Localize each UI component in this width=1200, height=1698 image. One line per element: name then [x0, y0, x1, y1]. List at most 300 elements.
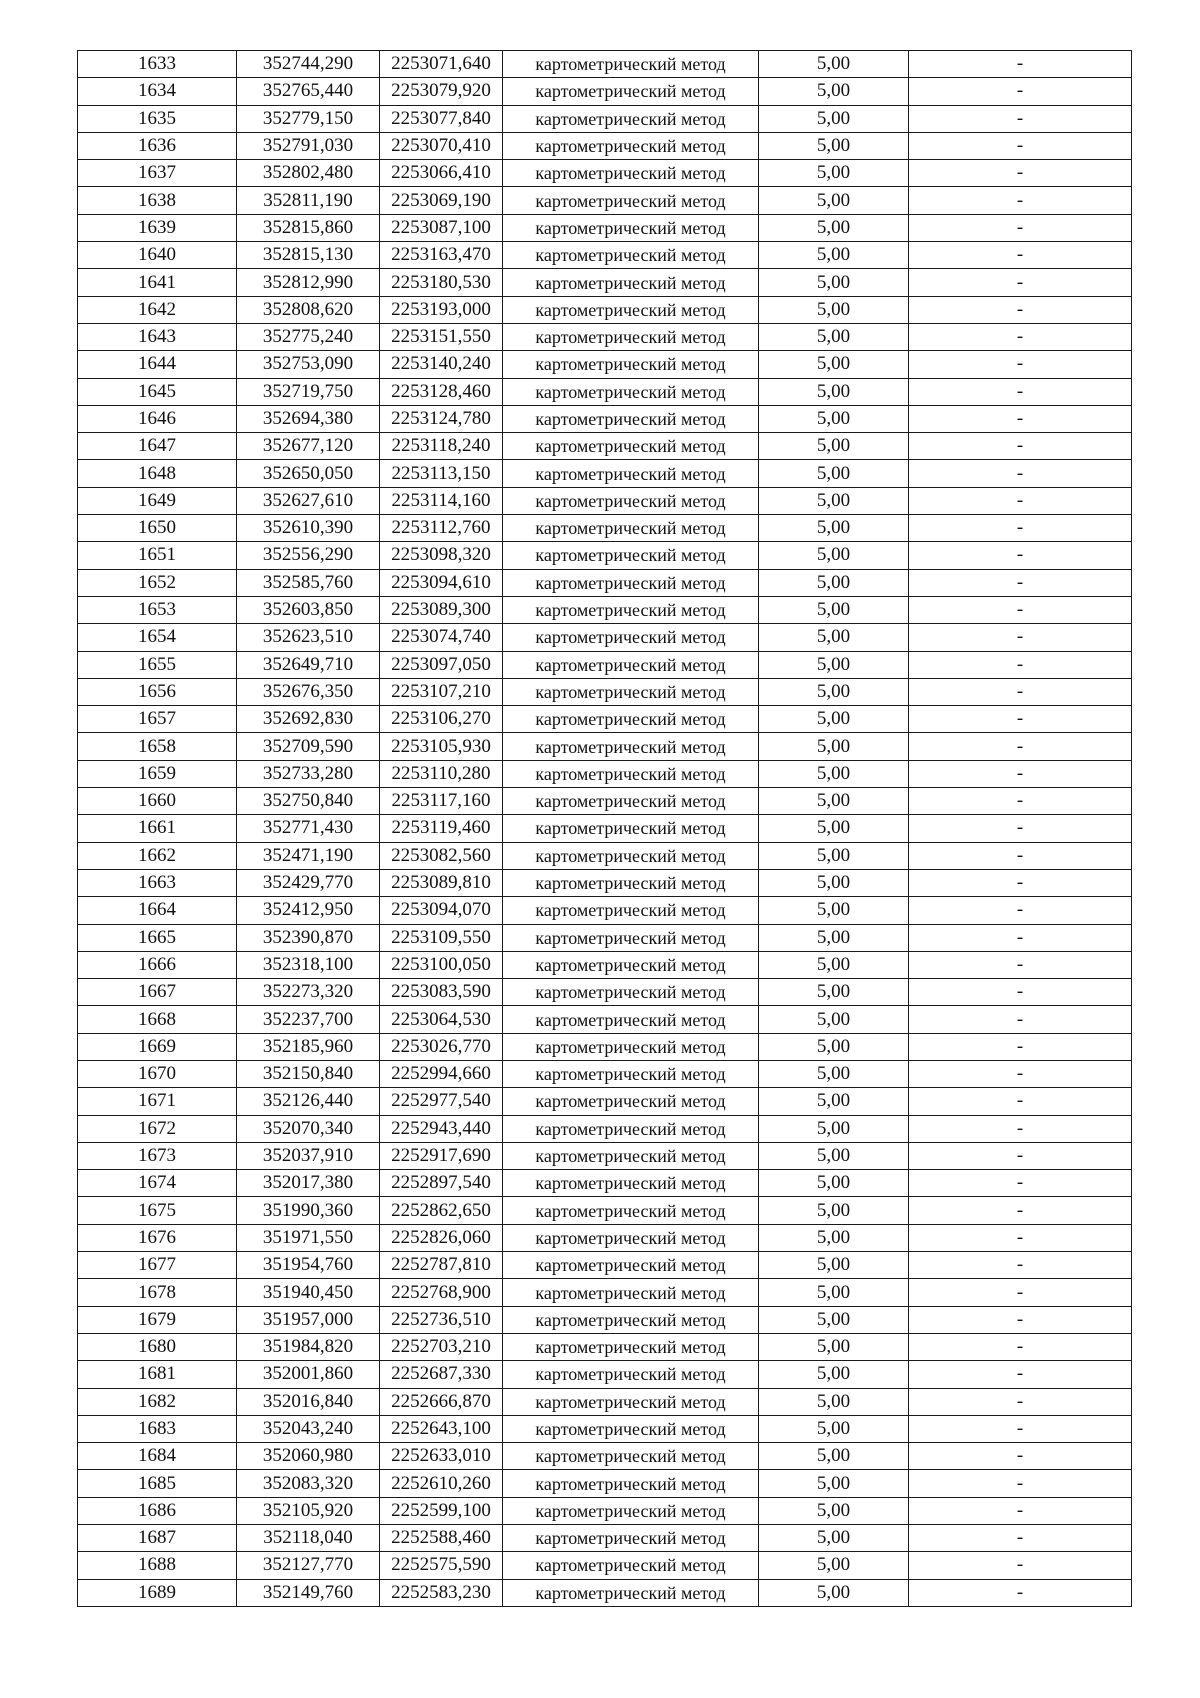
method-cell: картометрический метод — [503, 1060, 759, 1087]
accuracy-cell: 5,00 — [759, 924, 909, 951]
point-number-cell: 1674 — [78, 1170, 237, 1197]
table-row — [78, 1197, 1132, 1224]
y-coordinate-cell: 2252943,440 — [380, 1115, 503, 1142]
note-cell: - — [909, 569, 1132, 596]
x-coordinate-cell: 352719,750 — [237, 378, 380, 405]
x-coordinate-cell: 351940,450 — [237, 1279, 380, 1306]
method-cell: картометрический метод — [503, 1361, 759, 1388]
y-coordinate-cell: 2253193,000 — [380, 296, 503, 323]
point-number-cell: 1663 — [78, 869, 237, 896]
note-cell: - — [909, 1088, 1132, 1115]
table-row — [78, 487, 1132, 514]
method-cell: картометрический метод — [503, 296, 759, 323]
note-cell: - — [909, 51, 1132, 78]
note-cell: - — [909, 1115, 1132, 1142]
point-number-cell: 1669 — [78, 1033, 237, 1060]
method-cell: картометрический метод — [503, 1279, 759, 1306]
point-number-cell: 1634 — [78, 78, 237, 105]
point-number-cell: 1662 — [78, 842, 237, 869]
y-coordinate-cell: 2252687,330 — [380, 1361, 503, 1388]
accuracy-cell: 5,00 — [759, 515, 909, 542]
table-row — [78, 433, 1132, 460]
table-row — [78, 624, 1132, 651]
y-coordinate-cell: 2253106,270 — [380, 706, 503, 733]
method-cell: картометрический метод — [503, 1388, 759, 1415]
y-coordinate-cell: 2253026,770 — [380, 1033, 503, 1060]
table-row — [78, 214, 1132, 241]
y-coordinate-cell: 2252588,460 — [380, 1525, 503, 1552]
x-coordinate-cell: 352070,340 — [237, 1115, 380, 1142]
note-cell: - — [909, 842, 1132, 869]
x-coordinate-cell: 352318,100 — [237, 951, 380, 978]
point-number-cell: 1637 — [78, 160, 237, 187]
table-row — [78, 187, 1132, 214]
table-row — [78, 1060, 1132, 1087]
x-coordinate-cell: 352150,840 — [237, 1060, 380, 1087]
y-coordinate-cell: 2253094,070 — [380, 897, 503, 924]
note-cell: - — [909, 651, 1132, 678]
method-cell: картометрический метод — [503, 51, 759, 78]
note-cell: - — [909, 979, 1132, 1006]
note-cell: - — [909, 214, 1132, 241]
y-coordinate-cell: 2253094,610 — [380, 569, 503, 596]
accuracy-cell: 5,00 — [759, 296, 909, 323]
y-coordinate-cell: 2253140,240 — [380, 351, 503, 378]
point-number-cell: 1668 — [78, 1006, 237, 1033]
table-row — [78, 1006, 1132, 1033]
accuracy-cell: 5,00 — [759, 1306, 909, 1333]
method-cell: картометрический метод — [503, 132, 759, 159]
point-number-cell: 1645 — [78, 378, 237, 405]
table-row — [78, 105, 1132, 132]
y-coordinate-cell: 2253180,530 — [380, 269, 503, 296]
note-cell: - — [909, 951, 1132, 978]
y-coordinate-cell: 2252897,540 — [380, 1170, 503, 1197]
y-coordinate-cell: 2252583,230 — [380, 1579, 503, 1606]
x-coordinate-cell: 352603,850 — [237, 596, 380, 623]
table-row — [78, 1142, 1132, 1169]
accuracy-cell: 5,00 — [759, 1115, 909, 1142]
x-coordinate-cell: 352811,190 — [237, 187, 380, 214]
y-coordinate-cell: 2252862,650 — [380, 1197, 503, 1224]
x-coordinate-cell: 352649,710 — [237, 651, 380, 678]
point-number-cell: 1667 — [78, 979, 237, 1006]
table-row — [78, 1552, 1132, 1579]
x-coordinate-cell: 352237,700 — [237, 1006, 380, 1033]
method-cell: картометрический метод — [503, 160, 759, 187]
accuracy-cell: 5,00 — [759, 351, 909, 378]
method-cell: картометрический метод — [503, 760, 759, 787]
x-coordinate-cell: 352043,240 — [237, 1415, 380, 1442]
note-cell: - — [909, 596, 1132, 623]
coordinates-table — [77, 50, 1132, 1607]
x-coordinate-cell: 352709,590 — [237, 733, 380, 760]
table-row — [78, 1361, 1132, 1388]
x-coordinate-cell: 352815,860 — [237, 214, 380, 241]
note-cell: - — [909, 487, 1132, 514]
note-cell: - — [909, 1552, 1132, 1579]
x-coordinate-cell: 352815,130 — [237, 242, 380, 269]
note-cell: - — [909, 433, 1132, 460]
point-number-cell: 1635 — [78, 105, 237, 132]
method-cell: картометрический метод — [503, 1088, 759, 1115]
point-number-cell: 1664 — [78, 897, 237, 924]
table-row — [78, 1115, 1132, 1142]
point-number-cell: 1654 — [78, 624, 237, 651]
point-number-cell: 1661 — [78, 815, 237, 842]
y-coordinate-cell: 2253066,410 — [380, 160, 503, 187]
method-cell: картометрический метод — [503, 105, 759, 132]
note-cell: - — [909, 242, 1132, 269]
note-cell: - — [909, 351, 1132, 378]
point-number-cell: 1679 — [78, 1306, 237, 1333]
x-coordinate-cell: 352060,980 — [237, 1443, 380, 1470]
y-coordinate-cell: 2253083,590 — [380, 979, 503, 1006]
table-row — [78, 1579, 1132, 1606]
note-cell: - — [909, 1415, 1132, 1442]
note-cell: - — [909, 706, 1132, 733]
method-cell: картометрический метод — [503, 1170, 759, 1197]
method-cell: картометрический метод — [503, 624, 759, 651]
note-cell: - — [909, 323, 1132, 350]
table-row — [78, 924, 1132, 951]
accuracy-cell: 5,00 — [759, 460, 909, 487]
point-number-cell: 1638 — [78, 187, 237, 214]
accuracy-cell: 5,00 — [759, 1252, 909, 1279]
note-cell: - — [909, 1224, 1132, 1251]
method-cell: картометрический метод — [503, 842, 759, 869]
x-coordinate-cell: 351990,360 — [237, 1197, 380, 1224]
note-cell: - — [909, 269, 1132, 296]
note-cell: - — [909, 78, 1132, 105]
x-coordinate-cell: 352650,050 — [237, 460, 380, 487]
method-cell: картометрический метод — [503, 869, 759, 896]
method-cell: картометрический метод — [503, 651, 759, 678]
y-coordinate-cell: 2252826,060 — [380, 1224, 503, 1251]
x-coordinate-cell: 352676,350 — [237, 678, 380, 705]
accuracy-cell: 5,00 — [759, 1006, 909, 1033]
x-coordinate-cell: 352017,380 — [237, 1170, 380, 1197]
point-number-cell: 1672 — [78, 1115, 237, 1142]
note-cell: - — [909, 515, 1132, 542]
note-cell: - — [909, 1361, 1132, 1388]
y-coordinate-cell: 2253070,410 — [380, 132, 503, 159]
method-cell: картометрический метод — [503, 1006, 759, 1033]
accuracy-cell: 5,00 — [759, 433, 909, 460]
x-coordinate-cell: 352779,150 — [237, 105, 380, 132]
x-coordinate-cell: 352083,320 — [237, 1470, 380, 1497]
x-coordinate-cell: 352775,240 — [237, 323, 380, 350]
method-cell: картометрический метод — [503, 569, 759, 596]
method-cell: картометрический метод — [503, 1252, 759, 1279]
x-coordinate-cell: 352627,610 — [237, 487, 380, 514]
accuracy-cell: 5,00 — [759, 979, 909, 1006]
point-number-cell: 1657 — [78, 706, 237, 733]
method-cell: картометрический метод — [503, 706, 759, 733]
accuracy-cell: 5,00 — [759, 51, 909, 78]
y-coordinate-cell: 2253087,100 — [380, 214, 503, 241]
point-number-cell: 1671 — [78, 1088, 237, 1115]
table-row — [78, 405, 1132, 432]
note-cell: - — [909, 897, 1132, 924]
accuracy-cell: 5,00 — [759, 1142, 909, 1169]
x-coordinate-cell: 352126,440 — [237, 1088, 380, 1115]
point-number-cell: 1656 — [78, 678, 237, 705]
accuracy-cell: 5,00 — [759, 187, 909, 214]
accuracy-cell: 5,00 — [759, 105, 909, 132]
y-coordinate-cell: 2253128,460 — [380, 378, 503, 405]
table-row — [78, 651, 1132, 678]
accuracy-cell: 5,00 — [759, 1443, 909, 1470]
table-row — [78, 733, 1132, 760]
note-cell: - — [909, 924, 1132, 951]
method-cell: картометрический метод — [503, 78, 759, 105]
note-cell: - — [909, 733, 1132, 760]
y-coordinate-cell: 2253151,550 — [380, 323, 503, 350]
point-number-cell: 1687 — [78, 1525, 237, 1552]
method-cell: картометрический метод — [503, 487, 759, 514]
point-number-cell: 1652 — [78, 569, 237, 596]
method-cell: картометрический метод — [503, 1333, 759, 1360]
table-row — [78, 1525, 1132, 1552]
table-row — [78, 678, 1132, 705]
accuracy-cell: 5,00 — [759, 269, 909, 296]
note-cell: - — [909, 1142, 1132, 1169]
y-coordinate-cell: 2252575,590 — [380, 1552, 503, 1579]
point-number-cell: 1675 — [78, 1197, 237, 1224]
point-number-cell: 1665 — [78, 924, 237, 951]
method-cell: картометрический метод — [503, 323, 759, 350]
method-cell: картометрический метод — [503, 542, 759, 569]
method-cell: картометрический метод — [503, 1525, 759, 1552]
table-row — [78, 706, 1132, 733]
y-coordinate-cell: 2252977,540 — [380, 1088, 503, 1115]
method-cell: картометрический метод — [503, 1115, 759, 1142]
accuracy-cell: 5,00 — [759, 624, 909, 651]
x-coordinate-cell: 351971,550 — [237, 1224, 380, 1251]
method-cell: картометрический метод — [503, 1497, 759, 1524]
note-cell: - — [909, 378, 1132, 405]
y-coordinate-cell: 2253100,050 — [380, 951, 503, 978]
note-cell: - — [909, 1006, 1132, 1033]
point-number-cell: 1689 — [78, 1579, 237, 1606]
accuracy-cell: 5,00 — [759, 596, 909, 623]
method-cell: картометрический метод — [503, 460, 759, 487]
point-number-cell: 1659 — [78, 760, 237, 787]
x-coordinate-cell: 352016,840 — [237, 1388, 380, 1415]
note-cell: - — [909, 542, 1132, 569]
method-cell: картометрический метод — [503, 1197, 759, 1224]
y-coordinate-cell: 2252917,690 — [380, 1142, 503, 1169]
x-coordinate-cell: 351954,760 — [237, 1252, 380, 1279]
note-cell: - — [909, 105, 1132, 132]
point-number-cell: 1649 — [78, 487, 237, 514]
accuracy-cell: 5,00 — [759, 706, 909, 733]
table-row — [78, 842, 1132, 869]
note-cell: - — [909, 132, 1132, 159]
accuracy-cell: 5,00 — [759, 651, 909, 678]
method-cell: картометрический метод — [503, 678, 759, 705]
note-cell: - — [909, 1388, 1132, 1415]
table-row — [78, 815, 1132, 842]
point-number-cell: 1633 — [78, 51, 237, 78]
method-cell: картометрический метод — [503, 1579, 759, 1606]
y-coordinate-cell: 2253124,780 — [380, 405, 503, 432]
accuracy-cell: 5,00 — [759, 869, 909, 896]
method-cell: картометрический метод — [503, 433, 759, 460]
accuracy-cell: 5,00 — [759, 897, 909, 924]
accuracy-cell: 5,00 — [759, 1197, 909, 1224]
x-coordinate-cell: 352429,770 — [237, 869, 380, 896]
note-cell: - — [909, 1033, 1132, 1060]
table-row — [78, 78, 1132, 105]
note-cell: - — [909, 815, 1132, 842]
y-coordinate-cell: 2252610,260 — [380, 1470, 503, 1497]
x-coordinate-cell: 352750,840 — [237, 788, 380, 815]
x-coordinate-cell: 352412,950 — [237, 897, 380, 924]
method-cell: картометрический метод — [503, 1470, 759, 1497]
accuracy-cell: 5,00 — [759, 378, 909, 405]
table-row — [78, 515, 1132, 542]
y-coordinate-cell: 2253069,190 — [380, 187, 503, 214]
y-coordinate-cell: 2252787,810 — [380, 1252, 503, 1279]
accuracy-cell: 5,00 — [759, 1033, 909, 1060]
note-cell: - — [909, 1497, 1132, 1524]
point-number-cell: 1686 — [78, 1497, 237, 1524]
table-row — [78, 1470, 1132, 1497]
method-cell: картометрический метод — [503, 1224, 759, 1251]
table-row — [78, 542, 1132, 569]
point-number-cell: 1639 — [78, 214, 237, 241]
method-cell: картометрический метод — [503, 815, 759, 842]
note-cell: - — [909, 1170, 1132, 1197]
point-number-cell: 1644 — [78, 351, 237, 378]
accuracy-cell: 5,00 — [759, 1361, 909, 1388]
method-cell: картометрический метод — [503, 1306, 759, 1333]
accuracy-cell: 5,00 — [759, 842, 909, 869]
y-coordinate-cell: 2252994,660 — [380, 1060, 503, 1087]
y-coordinate-cell: 2253107,210 — [380, 678, 503, 705]
x-coordinate-cell: 351984,820 — [237, 1333, 380, 1360]
table-row — [78, 1415, 1132, 1442]
note-cell: - — [909, 405, 1132, 432]
y-coordinate-cell: 2253119,460 — [380, 815, 503, 842]
x-coordinate-cell: 352610,390 — [237, 515, 380, 542]
table-row — [78, 760, 1132, 787]
y-coordinate-cell: 2252736,510 — [380, 1306, 503, 1333]
method-cell: картометрический метод — [503, 187, 759, 214]
method-cell: картометрический метод — [503, 515, 759, 542]
x-coordinate-cell: 352677,120 — [237, 433, 380, 460]
x-coordinate-cell: 351957,000 — [237, 1306, 380, 1333]
note-cell: - — [909, 460, 1132, 487]
table-row — [78, 1333, 1132, 1360]
table-row — [78, 788, 1132, 815]
point-number-cell: 1685 — [78, 1470, 237, 1497]
method-cell: картометрический метод — [503, 378, 759, 405]
point-number-cell: 1677 — [78, 1252, 237, 1279]
coordinates-table-body — [78, 51, 1132, 1607]
note-cell: - — [909, 1060, 1132, 1087]
table-row — [78, 569, 1132, 596]
note-cell: - — [909, 296, 1132, 323]
accuracy-cell: 5,00 — [759, 405, 909, 432]
accuracy-cell: 5,00 — [759, 569, 909, 596]
method-cell: картометрический метод — [503, 405, 759, 432]
point-number-cell: 1660 — [78, 788, 237, 815]
table-row — [78, 269, 1132, 296]
table-row — [78, 1388, 1132, 1415]
table-row — [78, 1252, 1132, 1279]
point-number-cell: 1658 — [78, 733, 237, 760]
table-row — [78, 1224, 1132, 1251]
x-coordinate-cell: 352037,910 — [237, 1142, 380, 1169]
point-number-cell: 1647 — [78, 433, 237, 460]
table-row — [78, 132, 1132, 159]
table-row — [78, 351, 1132, 378]
point-number-cell: 1653 — [78, 596, 237, 623]
y-coordinate-cell: 2252703,210 — [380, 1333, 503, 1360]
accuracy-cell: 5,00 — [759, 242, 909, 269]
accuracy-cell: 5,00 — [759, 951, 909, 978]
x-coordinate-cell: 352471,190 — [237, 842, 380, 869]
note-cell: - — [909, 1279, 1132, 1306]
method-cell: картометрический метод — [503, 951, 759, 978]
table-row — [78, 596, 1132, 623]
accuracy-cell: 5,00 — [759, 1415, 909, 1442]
table-row — [78, 1279, 1132, 1306]
accuracy-cell: 5,00 — [759, 1579, 909, 1606]
y-coordinate-cell: 2253089,300 — [380, 596, 503, 623]
accuracy-cell: 5,00 — [759, 1224, 909, 1251]
y-coordinate-cell: 2252633,010 — [380, 1443, 503, 1470]
table-row — [78, 897, 1132, 924]
y-coordinate-cell: 2253118,240 — [380, 433, 503, 460]
method-cell: картометрический метод — [503, 897, 759, 924]
note-cell: - — [909, 624, 1132, 651]
method-cell: картометрический метод — [503, 733, 759, 760]
table-row — [78, 378, 1132, 405]
note-cell: - — [909, 1579, 1132, 1606]
x-coordinate-cell: 352802,480 — [237, 160, 380, 187]
x-coordinate-cell: 352791,030 — [237, 132, 380, 159]
point-number-cell: 1636 — [78, 132, 237, 159]
point-number-cell: 1684 — [78, 1443, 237, 1470]
accuracy-cell: 5,00 — [759, 1525, 909, 1552]
accuracy-cell: 5,00 — [759, 542, 909, 569]
x-coordinate-cell: 352185,960 — [237, 1033, 380, 1060]
y-coordinate-cell: 2252599,100 — [380, 1497, 503, 1524]
accuracy-cell: 5,00 — [759, 487, 909, 514]
note-cell: - — [909, 1197, 1132, 1224]
point-number-cell: 1683 — [78, 1415, 237, 1442]
y-coordinate-cell: 2253110,280 — [380, 760, 503, 787]
note-cell: - — [909, 1306, 1132, 1333]
method-cell: картометрический метод — [503, 1552, 759, 1579]
x-coordinate-cell: 352118,040 — [237, 1525, 380, 1552]
point-number-cell: 1676 — [78, 1224, 237, 1251]
x-coordinate-cell: 352149,760 — [237, 1579, 380, 1606]
table-row — [78, 979, 1132, 1006]
table-row — [78, 296, 1132, 323]
x-coordinate-cell: 352692,830 — [237, 706, 380, 733]
y-coordinate-cell: 2253071,640 — [380, 51, 503, 78]
point-number-cell: 1673 — [78, 1142, 237, 1169]
accuracy-cell: 5,00 — [759, 760, 909, 787]
point-number-cell: 1648 — [78, 460, 237, 487]
accuracy-cell: 5,00 — [759, 733, 909, 760]
accuracy-cell: 5,00 — [759, 214, 909, 241]
